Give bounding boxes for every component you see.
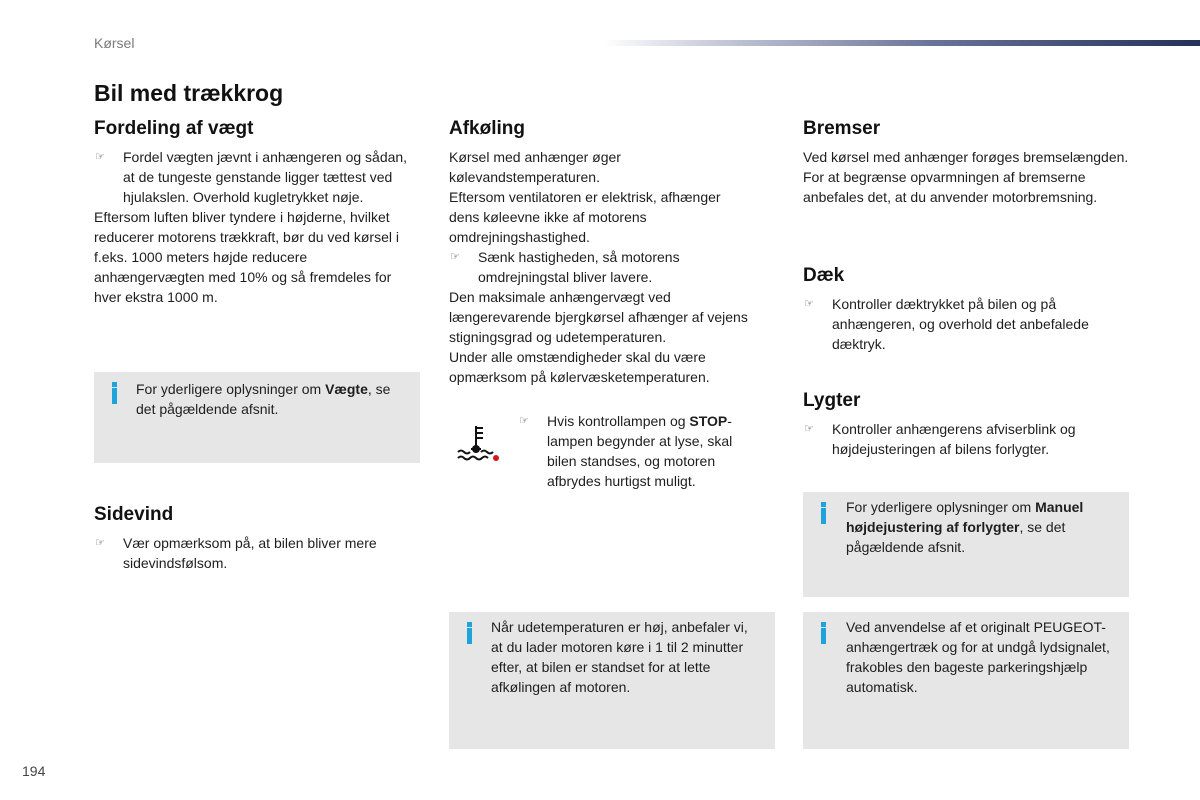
list-item — [94, 147, 414, 207]
lygter-text — [803, 419, 1128, 459]
paragraph: Eftersom luften bliver tyndere i højderne, hvilket reducerer motorens trækkraft, bør du ved kørsel i f.eks. 1000 meters højde reducere anhængervægten med 10% og så fremdeles for hver ekstra 1000 m. — [94, 209, 399, 305]
info-icon-dot — [821, 502, 826, 507]
list-item — [449, 247, 749, 287]
paragraph: Kørsel med anhænger øger kølevandstemperaturen. — [449, 149, 621, 185]
section-title-afkoeling: Afkøling — [449, 118, 525, 139]
fordeling-text — [94, 147, 414, 307]
info-icon — [821, 508, 826, 524]
daek-text — [803, 294, 1128, 354]
info-icon-dot — [467, 622, 472, 627]
bullet-hand-icon: ☞ — [450, 250, 460, 263]
bullet-hand-icon: ☞ — [804, 297, 814, 310]
info-icon-dot — [821, 622, 826, 627]
bullet-text: Fordel vægten jævnt i anhængeren og sådan, at de tungeste genstande ligger tættest ved hjulakslen. Overhold kugletrykket nøje. — [123, 149, 408, 205]
sidevind-text — [94, 533, 414, 573]
paragraph: Under alle omstændigheder skal du være opmærksom på kølervæsketemperaturen. — [449, 349, 710, 385]
header-gradient-bar — [603, 40, 1200, 46]
paragraph: For at begrænse opvarmningen af bremserne anbefales det, at du anvender motorbremsning. — [803, 169, 1098, 205]
info-text: For yderligere oplysninger om Vægte, se det pågældende afsnit. — [136, 381, 391, 417]
paragraph: Eftersom ventilatoren er elektrisk, afhænger dens køleevne ikke af motorens omdrejningshastighed. — [449, 189, 721, 245]
info-box-vaegte — [94, 372, 420, 463]
coolant-temperature-icon — [452, 420, 502, 466]
page-number: 194 — [22, 763, 46, 779]
bremser-text — [803, 147, 1133, 207]
section-title-bremser: Bremser — [803, 118, 881, 139]
info-box-udetemperatur — [449, 612, 775, 749]
list-item — [803, 419, 1128, 459]
info-icon-dot — [112, 382, 117, 387]
info-box-parkeringshjaelp — [803, 612, 1129, 749]
list-item: ☞ Hvis kontrollampen og STOP-lampen begynder at lyse, skal bilen standses, og motoren afbrydes hurtigst muligt. — [519, 413, 733, 489]
bullet-text: Sænk hastigheden, så motorens omdrejningstal bliver lavere. — [478, 249, 680, 285]
page-title: Bil med trækkrog — [94, 80, 284, 106]
bullet-hand-icon: ☞ — [95, 150, 105, 163]
info-text: For yderligere oplysninger om Manuel højdejustering af forlygter, se det pågældende afsnit. — [846, 499, 1084, 555]
afkoeling-text — [449, 147, 749, 387]
section-title-lygter: Lygter — [803, 390, 861, 411]
info-icon — [112, 388, 117, 404]
bullet-hand-icon: ☞ — [804, 422, 814, 435]
bullet-hand-icon: ☞ — [519, 414, 529, 427]
list-item — [94, 533, 414, 573]
paragraph: Den maksimale anhængervægt ved længerevarende bjergkørsel afhænger af vejens stigningsgrad og udetemperaturen. — [449, 289, 748, 345]
bullet-text: Kontroller anhængerens afviserblink og højdejusteringen af bilens forlygter. — [832, 421, 1076, 457]
info-box-forlygter — [803, 492, 1129, 597]
info-text: Ved anvendelse af et originalt PEUGEOT-anhængertræk og for at undgå lydsignalet, frakobles den bageste parkeringshjælp automatisk. — [846, 619, 1110, 695]
section-title-sidevind: Sidevind — [94, 504, 174, 525]
info-icon — [467, 628, 472, 644]
list-item — [803, 294, 1128, 354]
bullet-hand-icon: ☞ — [95, 536, 105, 549]
info-icon — [821, 628, 826, 644]
section-title-fordeling: Fordeling af vægt — [94, 118, 254, 139]
section-title-daek: Dæk — [803, 265, 845, 286]
info-text: Når udetemperaturen er høj, anbefaler vi, at du lader motoren køre i 1 til 2 minutter efter, at bilen er standset for at lette afkølingen af motoren. — [491, 619, 748, 695]
bullet-text: Vær opmærksom på, at bilen bliver mere sidevindsfølsom. — [123, 535, 377, 571]
stop-warning-text — [518, 411, 758, 491]
paragraph: Ved kørsel med anhænger forøges bremselængden. — [803, 149, 1129, 165]
section-header: Kørsel — [94, 35, 135, 51]
bullet-text: Kontroller dæktrykket på bilen og på anhængeren, og overhold det anbefalede dæktryk. — [832, 296, 1089, 352]
